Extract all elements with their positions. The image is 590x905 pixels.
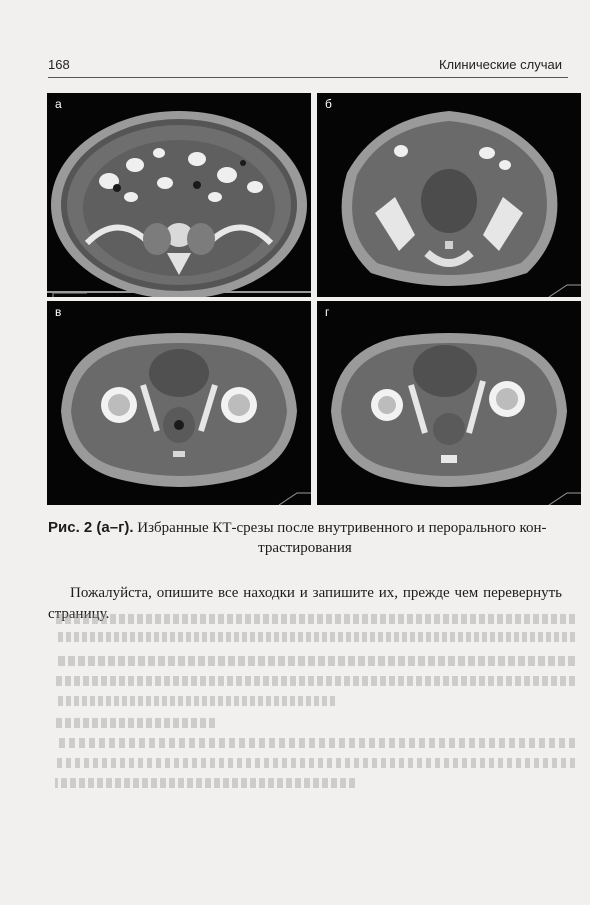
panel-label: г: [325, 305, 330, 319]
ct-scan-image: [47, 301, 311, 505]
ct-scan-image: [47, 93, 311, 297]
ct-panel-c: [47, 301, 311, 505]
instruction-paragraph: Пожалуйста, опишите все находки и запишите их, прежде чем перевернуть страницу.: [48, 585, 562, 622]
panel-label: б: [325, 97, 332, 111]
figure-caption: [48, 518, 562, 558]
ct-scan-image: [317, 93, 581, 297]
panel-label: а: [55, 97, 62, 111]
running-title: Клинические случаи: [438, 57, 562, 72]
caption-text-continued: трастирования: [258, 540, 352, 556]
page-header: [32, 55, 568, 77]
ct-panel-d: [317, 301, 581, 505]
ct-panel-a: [47, 93, 311, 297]
caption-lead: Рис. 2 (а–г).: [48, 519, 134, 536]
ct-scan-image: [317, 301, 581, 505]
caption-text: Избранные КТ-срезы после внутривенного и перорального кон-: [133, 520, 547, 536]
ct-figure: [47, 93, 585, 505]
page-number: 168: [48, 57, 70, 72]
panel-label: в: [55, 305, 62, 319]
ct-panel-b: [317, 93, 581, 297]
header-rule: [48, 77, 568, 78]
